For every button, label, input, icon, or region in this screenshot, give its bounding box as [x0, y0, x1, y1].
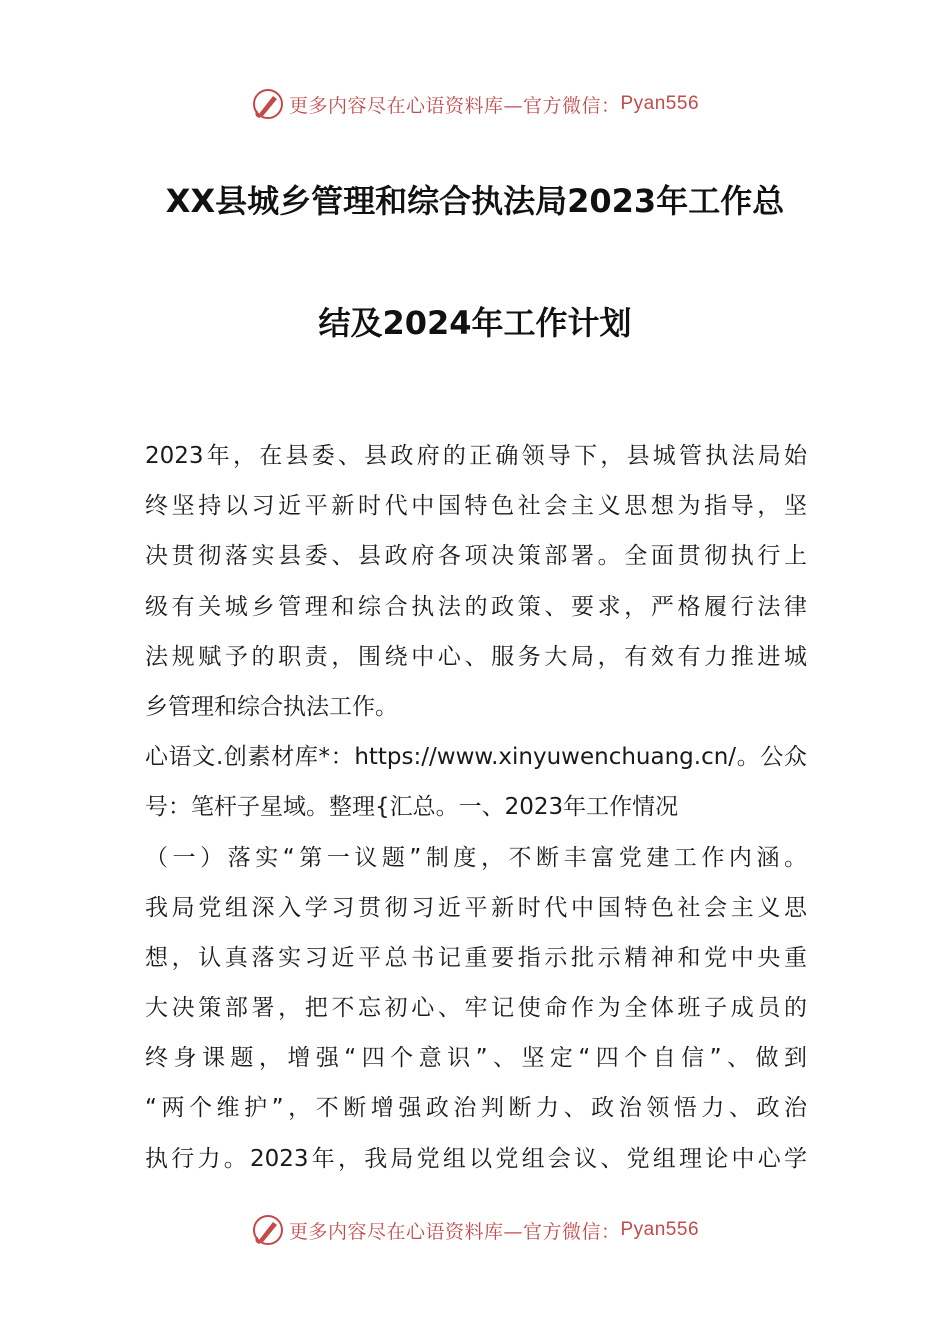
document-title-line-2: 结及2024年工作计划 [318, 304, 632, 342]
body-line: 终身课题，增强“四个意识”、坚定“四个自信”、做到 [145, 1045, 807, 1072]
body-line: 我局党组深入学习贯彻习近平新时代中国特色社会主义思 [145, 894, 807, 921]
body-line: 2023年，在县委、县政府的正确领导下，县城管执法局始 [145, 443, 807, 469]
pen-nib-circle-icon [251, 1213, 285, 1247]
document-title-line-1: XX县城乡管理和综合执法局2023年工作总 [165, 182, 785, 220]
body-line: 想，认真落实习近平总书记重要指示批示精神和党中央重 [145, 944, 807, 971]
watermark-text: 更多内容尽在心语资料库—官方微信： [288, 1220, 621, 1243]
body-line: 心语文.创素材库*：https://www.xinyuwenchuang.cn/。公众 [145, 744, 807, 771]
body-line: （一）落实“第一议题”制度，不断丰富党建工作内涵。 [145, 844, 807, 871]
watermark-text: 更多内容尽在心语资料库—官方微信： [288, 94, 621, 117]
body-line: “两个维护”，不断增强政治判断力、政治领悟力、政治 [145, 1095, 807, 1122]
document-body [145, 431, 807, 1184]
body-line: 法规赋予的职责，围绕中心、服务大局，有效有力推进城 [145, 643, 807, 670]
watermark-wechat-id: Pyan556 [620, 93, 700, 114]
body-line: 大决策部署，把不忘初心、牢记使命作为全体班子成员的 [145, 995, 807, 1022]
body-line: 级有关城乡管理和综合执法的政策、要求，严格履行法律 [145, 593, 807, 620]
footer-watermark [0, 1212, 950, 1248]
pen-nib-circle-icon [251, 87, 285, 121]
body-line: 决贯彻落实县委、县政府各项决策部署。全面贯彻执行上 [145, 543, 807, 570]
body-line: 号：笔杆子星域。整理{汇总。一、2023年工作情况 [145, 794, 679, 821]
body-line: 执行力。2023年，我局党组以党组会议、党组理论中心学 [145, 1145, 807, 1172]
header-watermark [0, 86, 950, 122]
body-line: 乡管理和综合执法工作。 [145, 693, 398, 720]
body-line: 终坚持以习近平新时代中国特色社会主义思想为指导，坚 [145, 493, 807, 520]
watermark-wechat-id: Pyan556 [620, 1219, 700, 1240]
